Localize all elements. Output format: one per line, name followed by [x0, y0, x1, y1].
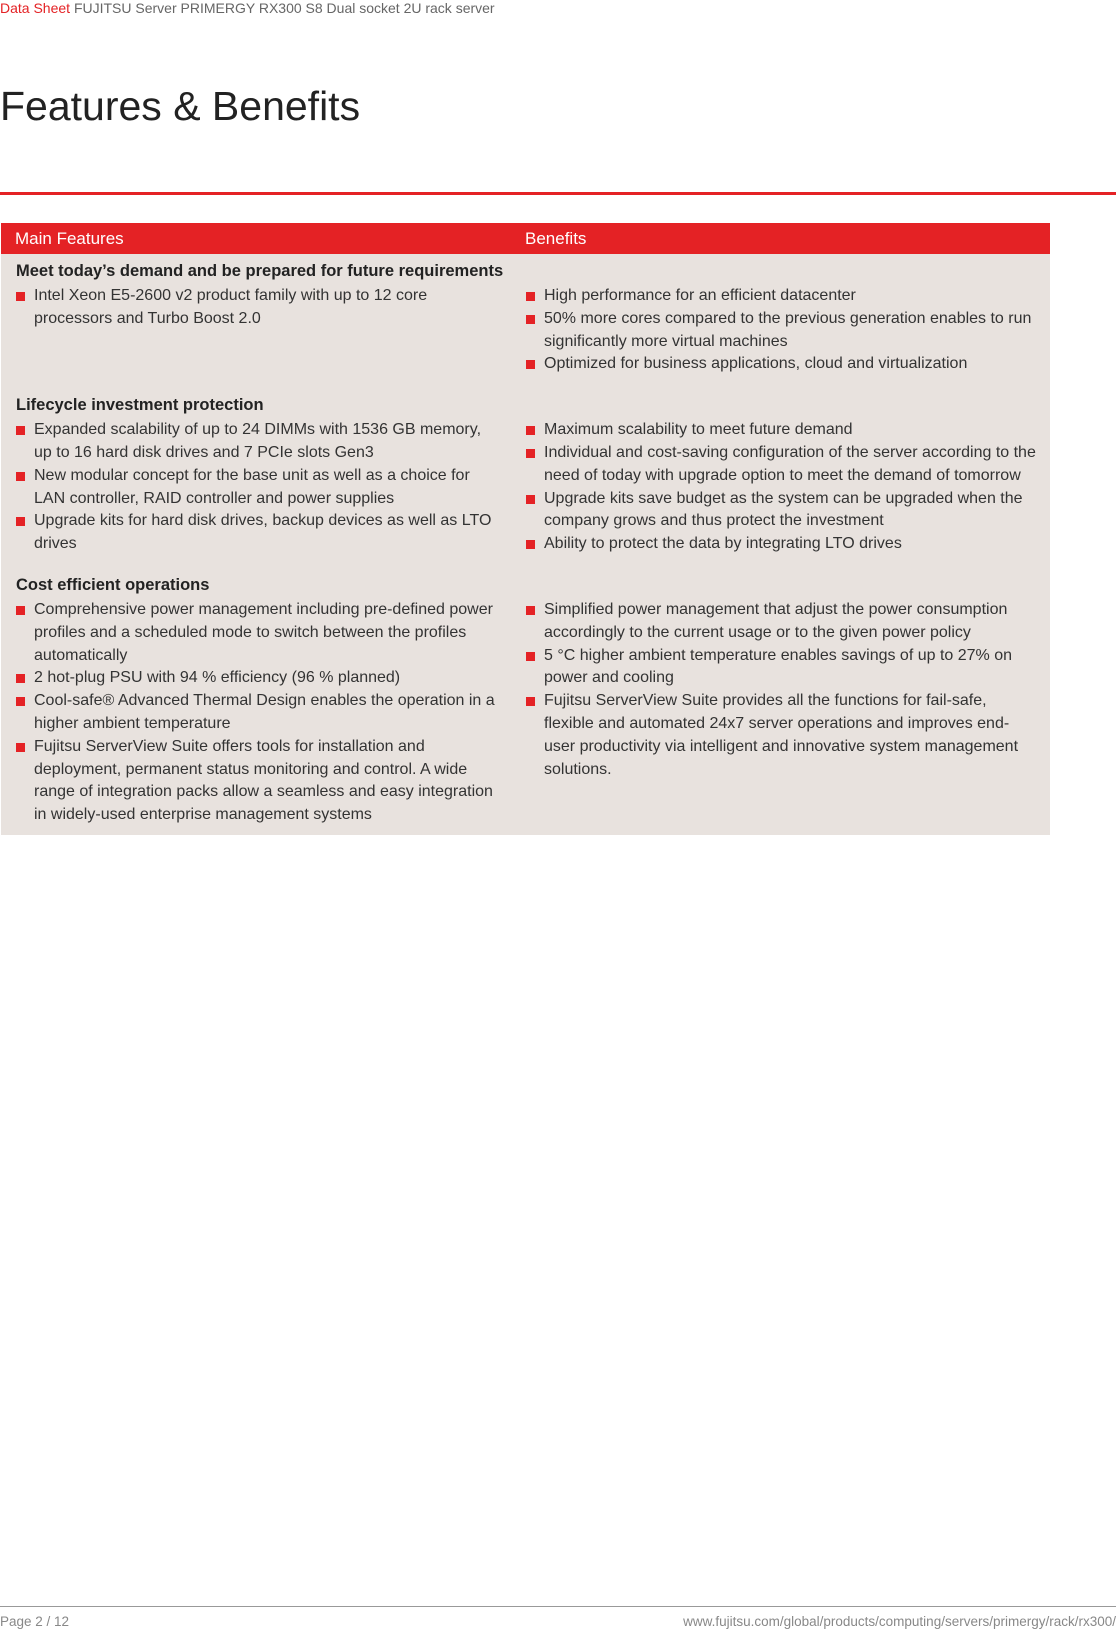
square-bullet-icon: [526, 360, 535, 369]
feature-text: Fujitsu ServerView Suite offers tools for installation and deployment, permanent status monitoring and control. A wide range of integration packs allow a seamless and easy integration in widely-used enterprise management systems: [34, 737, 493, 824]
square-bullet-icon: [526, 495, 535, 504]
section-title: Cost efficient operations: [16, 575, 210, 594]
section-title: Meet today’s demand and be prepared for future requirements: [16, 262, 504, 280]
footer-divider: [0, 1606, 1116, 1607]
header-label: Data Sheet: [0, 0, 71, 16]
benefit-text: 50% more cores compared to the previous generation enables to run significantly more virtual machines: [544, 309, 1032, 350]
document-header: [0, 0, 495, 16]
benefit-item: [526, 442, 1038, 488]
square-bullet-icon: [16, 292, 25, 301]
feature-item: [16, 599, 503, 667]
square-bullet-icon: [526, 426, 535, 435]
benefit-item: [526, 308, 1038, 354]
feature-item: [16, 510, 503, 556]
benefit-item: [526, 285, 1038, 308]
square-bullet-icon: [526, 315, 535, 324]
square-bullet-icon: [16, 472, 25, 481]
square-bullet-icon: [16, 674, 25, 683]
benefit-list: [526, 285, 1038, 376]
benefit-list: [526, 419, 1038, 556]
benefit-item: [526, 488, 1038, 534]
feature-item: [16, 465, 503, 511]
page-title: Features & Benefits: [0, 83, 361, 129]
benefit-text: Individual and cost-saving configuration of the server according to the need of today with upgrade option to meet the demand of tomorrow: [544, 443, 1036, 484]
feature-text: New modular concept for the base unit as well as a choice for LAN controller, RAID controller and power supplies: [34, 466, 470, 507]
square-bullet-icon: [526, 606, 535, 615]
title-divider: [0, 192, 1116, 195]
benefit-text: 5 °C higher ambient temperature enables savings of up to 27% on power and cooling: [544, 646, 1013, 687]
square-bullet-icon: [16, 517, 25, 526]
feature-list: [16, 419, 503, 556]
square-bullet-icon: [16, 606, 25, 615]
benefits-cell: [511, 260, 1050, 376]
section-title: Lifecycle investment protection: [16, 396, 264, 415]
feature-text: Expanded scalability of up to 24 DIMMs with 1536 GB memory, up to 16 hard disk drives and 7 PCIe slots Gen3: [34, 421, 482, 461]
square-bullet-icon: [526, 449, 535, 458]
features-benefits-table: [1, 223, 1050, 835]
square-bullet-icon: [16, 743, 25, 752]
table-section: [1, 574, 1050, 827]
features-cell: [1, 394, 511, 556]
benefit-text: Fujitsu ServerView Suite provides all the functions for fail-safe, flexible and automated 24x7 server operations and improves end-user productivity via intelligent and innovative system management solutions.: [544, 692, 1019, 778]
square-bullet-icon: [526, 652, 535, 661]
benefit-list: [526, 599, 1038, 781]
benefit-item: [526, 533, 1038, 556]
page-number: Page 2 / 12: [0, 1614, 70, 1629]
feature-text: Comprehensive power management including pre-defined power profiles and a scheduled mode to switch between the profiles automatically: [34, 600, 493, 664]
benefit-text: Ability to protect the data by integrating LTO drives: [544, 535, 902, 553]
table-body: [1, 260, 1050, 827]
table-header-row: [1, 223, 1050, 254]
square-bullet-icon: [526, 540, 535, 549]
feature-text: Cool-safe® Advanced Thermal Design enables the operation in a higher ambient temperature: [34, 692, 495, 732]
benefit-item: [526, 599, 1038, 645]
table-section: [1, 260, 1050, 376]
square-bullet-icon: [526, 697, 535, 706]
header-title: FUJITSU Server PRIMERGY RX300 S8 Dual socket 2U rack server: [73, 0, 495, 16]
benefit-text: Maximum scalability to meet future demand: [544, 421, 853, 439]
benefit-text: Optimized for business applications, cloud and virtualization: [544, 355, 968, 373]
column-header-features: Main Features: [15, 229, 124, 248]
benefit-text: Upgrade kits save budget as the system can be upgraded when the company grows and thus protect the investment: [544, 489, 1023, 530]
feature-text: Upgrade kits for hard disk drives, backup devices as well as LTO drives: [34, 512, 492, 553]
feature-item: [16, 667, 503, 690]
table-section: [1, 394, 1050, 556]
benefits-cell: [511, 394, 1050, 556]
benefit-item: [526, 419, 1038, 442]
square-bullet-icon: [526, 292, 535, 301]
benefit-item: [526, 645, 1038, 691]
benefit-text: Simplified power management that adjust the power consumption accordingly to the current usage or to the given power policy: [544, 600, 1008, 641]
features-cell: [1, 574, 511, 827]
feature-text: Intel Xeon E5-2600 v2 product family with up to 12 core processors and Turbo Boost 2.0: [34, 287, 428, 327]
benefits-cell: [511, 574, 1050, 827]
column-header-benefits: Benefits: [525, 229, 587, 248]
feature-list: [16, 285, 503, 331]
feature-item: [16, 419, 503, 465]
feature-list: [16, 599, 503, 827]
feature-text: 2 hot-plug PSU with 94 % efficiency (96 % planned): [34, 669, 401, 687]
benefit-item: [526, 353, 1038, 376]
features-cell: [1, 260, 511, 376]
feature-item: [16, 285, 503, 331]
feature-item: [16, 690, 503, 736]
square-bullet-icon: [16, 697, 25, 706]
benefit-item: [526, 690, 1038, 781]
footer-url: www.fujitsu.com/global/products/computing/servers/primergy/rack/rx300/: [683, 1614, 1116, 1629]
square-bullet-icon: [16, 426, 25, 435]
feature-item: [16, 736, 503, 827]
benefit-text: High performance for an efficient datacenter: [544, 287, 856, 304]
